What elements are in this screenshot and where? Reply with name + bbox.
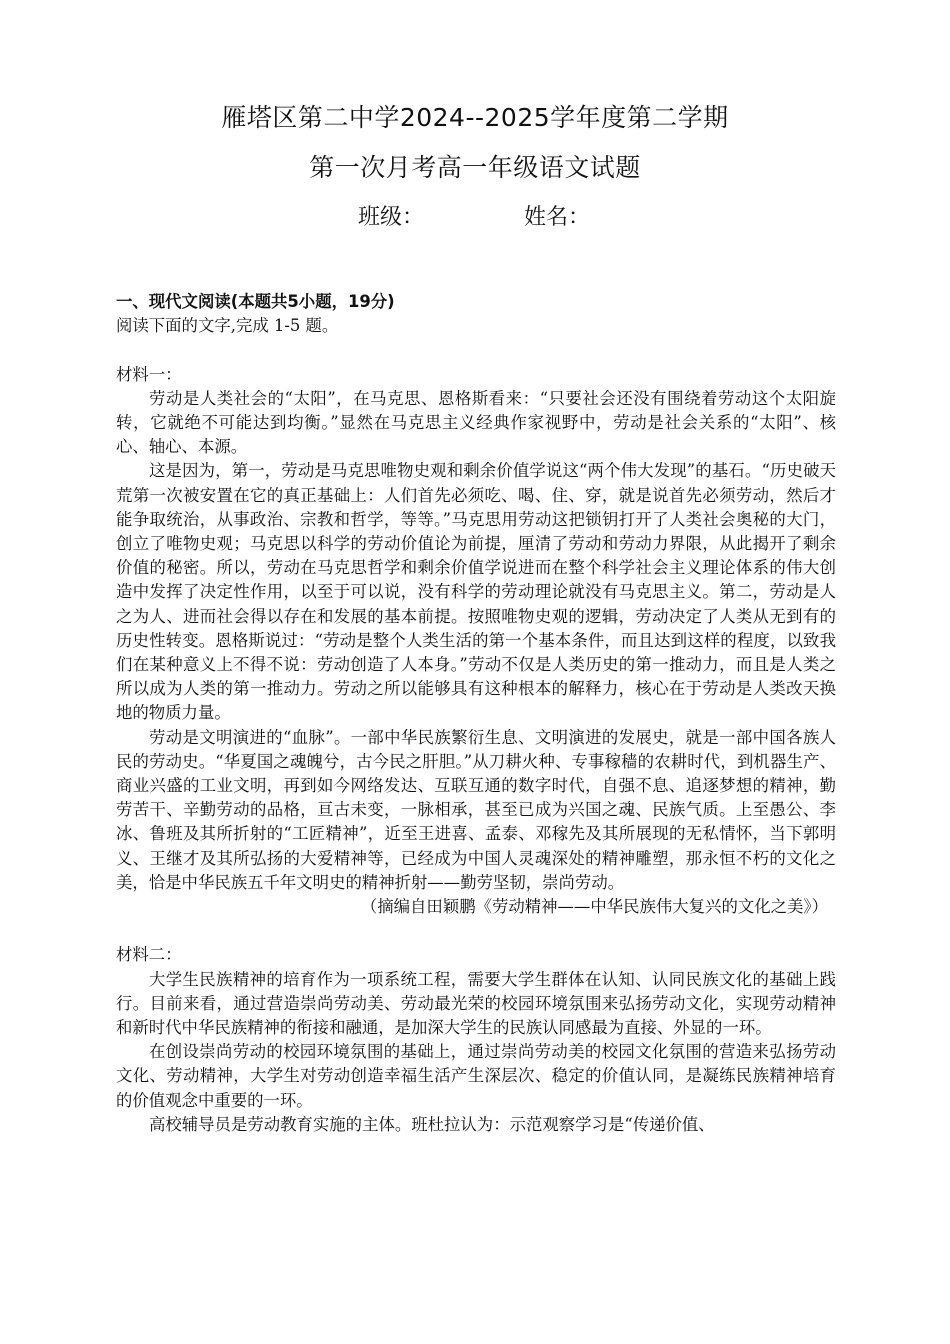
material1-paragraph: 劳动是文明演进的“血脉”。一部中华民族繁衍生息、文明演进的发展史，就是一部中国各族人民的劳动史。“华夏国之魂魄兮，古今民之肝胆。”从刀耕火种、专事稼穑的农耕时代，到机器生产、商业兴盛的工业文明，再到如今网络发达、互联互通的数字时代，自强不息、追逐梦想的精神，勤劳苦干、辛勤劳动的品格，亘古未变，一脉相承，甚至已成为兴国之魂、民族气质。上至愚公、李冰、鲁班及其所折射的“工匠精神”，近至王进喜、孟泰、邓稼先及其所展现的无私情怀，当下郭明义、王继才及其所弘扬的大爱精神等，已经成为中国人灵魂深处的精神雕塑，那永恒不朽的文化之美，恰是中华民族五千年文明史的精神折射——勤劳坚韧，崇尚劳动。 xyxy=(116,727,836,892)
material1-body xyxy=(116,387,836,895)
exam-title-line1: 雁塔区第二中学2024--2025学年度第二学期 xyxy=(221,103,729,132)
exam-content xyxy=(116,290,836,1137)
material2-body xyxy=(116,968,836,1137)
material2-paragraph: 在创设崇尚劳动的校园环境氛围的基础上，通过崇尚劳动美的校园文化氛围的营造来弘扬劳动文化、劳动精神，大学生对劳动创造幸福生活产生深层次、稳定的价值认同，是凝练民族精神培育的价值观念中重要的一环。 xyxy=(116,1042,836,1110)
name-label: 姓名： xyxy=(524,205,591,230)
material1-paragraph: 这是因为，第一，劳动是马克思唯物史观和剩余价值学说这“两个伟大发现”的基石。“历史破天荒第一次被安置在它的真正基础上：人们首先必须吃、喝、住、穿，就是说首先必须劳动，然后才能争取统治，从事政治、宗教和哲学，等等。”马克思用劳动这把锁钥打开了人类社会奥秘的大门，创立了唯物史观；马克思以科学的劳动价值论为前提，厘清了劳动和劳动力界限，从此揭开了剩余价值的秘密。所以，劳动在马克思哲学和剩余价值学说进而在整个科学社会主义理论体系的伟大创造中发挥了决定性作用，以至于可以说，没有科学的劳动理论就没有马克思主义。第二，劳动是人之为人、进而社会得以存在和发展的基本前提。按照唯物史观的逻辑，劳动决定了人类从无到有的历史性转变。恩格斯说过：“劳动是整个人类生活的第一个基本条件，而且达到这样的程度，以致我们在某种意义上不得不说：劳动创造了人本身。”劳动不仅是人类历史的第一推动力，而且是人类之所以成为人类的第一推动力。劳动之所以能够具有这种根本的解释力，核心在于劳动是人类改天换地的物质力量。 xyxy=(116,461,836,723)
exam-title-line2: 第一次月考高一年级语文试题 xyxy=(309,153,641,182)
material1-label: 材料一： xyxy=(116,364,182,384)
material1-source: （摘编自田颖鹏《劳动精神——中华民族伟大复兴的文化之美》） xyxy=(360,897,828,917)
class-label: 班级： xyxy=(358,205,425,230)
section-instruction: 阅读下面的文字,完成 1-5 题。 xyxy=(116,316,339,336)
section-heading: 一、现代文阅读(本题共5小题，19分) xyxy=(116,292,395,311)
material1-paragraph: 劳动是人类社会的“太阳”，在马克思、恩格斯看来：“只要社会还没有围绕着劳动这个太阳旋转，它就绝不可能达到均衡。”显然在马克思主义经典作家视野中，劳动是社会关系的“太阳”、核心、轴心、本源。 xyxy=(116,388,836,457)
material2-label: 材料二： xyxy=(116,945,182,965)
material2-paragraph: 高校辅导员是劳动教育实施的主体。班杜拉认为：示范观察学习是“传递价值、 xyxy=(149,1114,715,1134)
material2-paragraph: 大学生民族精神的培育作为一项系统工程，需要大学生群体在认知、认同民族文化的基础上践行。目前来看，通过营造崇尚劳动美、劳动最光荣的校园环境氛围来弘扬劳动文化，实现劳动精神和新时代中华民族精神的衔接和融通，是加深大学生的民族认同感最为直接、外显的一环。 xyxy=(116,969,836,1037)
